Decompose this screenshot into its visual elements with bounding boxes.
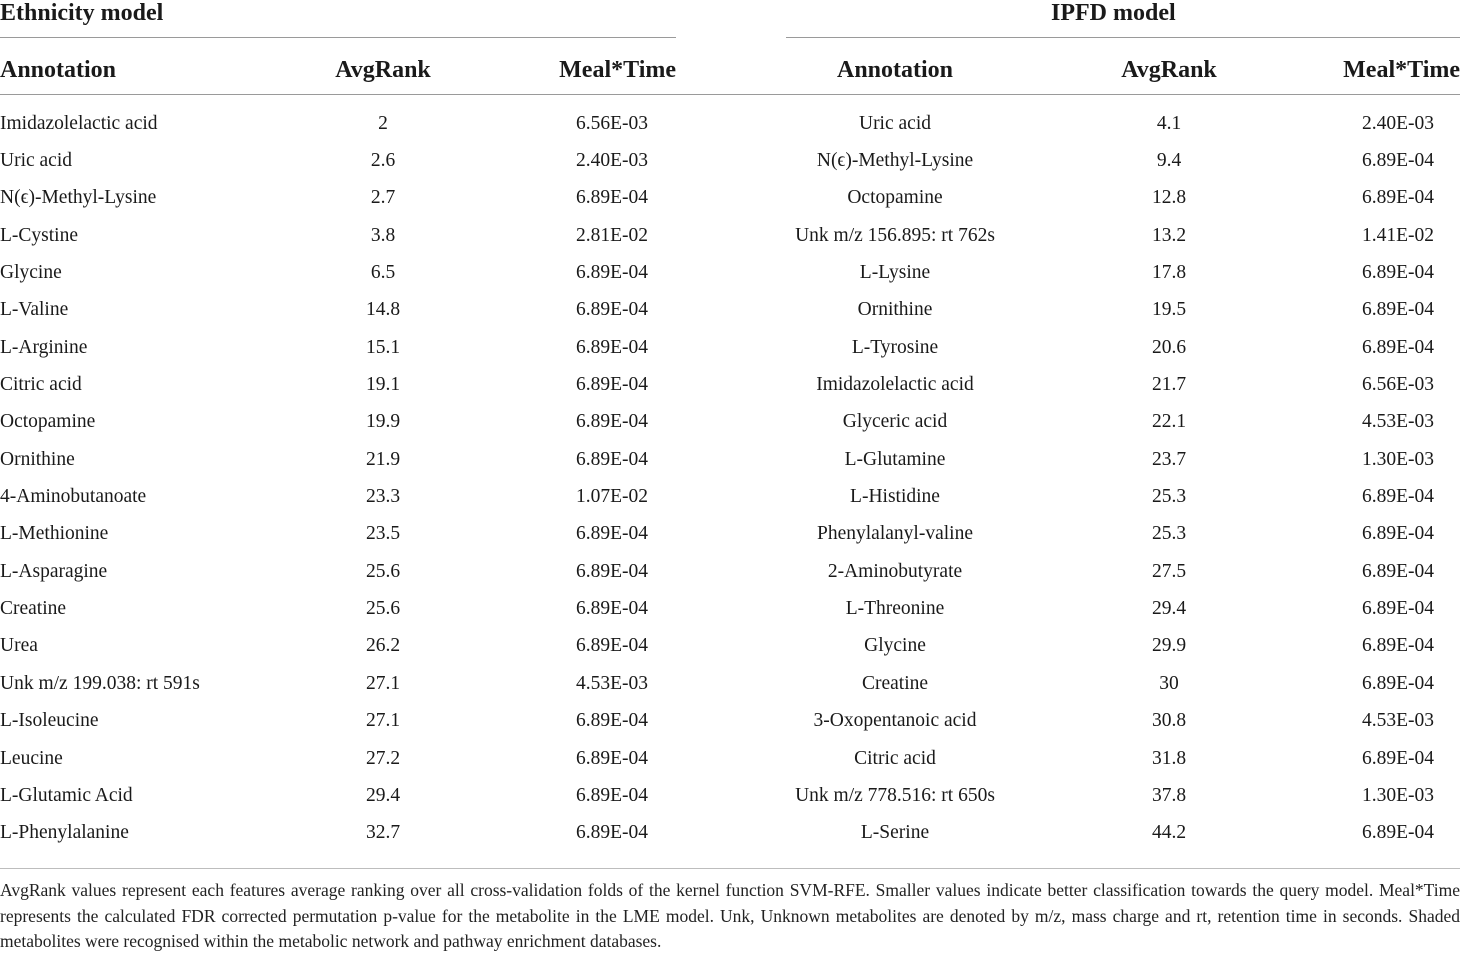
- annotation-cell: Phenylalanyl-valine: [817, 523, 973, 545]
- annotation-cell: N(ϵ)-Methyl-Lysine: [0, 187, 157, 209]
- meal-time-cell: 6.89E-04: [1361, 187, 1434, 209]
- annotation-cell: Glycine: [0, 262, 62, 284]
- table-row: [0, 441, 676, 478]
- table-bottom-rule: [0, 868, 1460, 869]
- avgrank-cell: 2: [378, 112, 388, 134]
- table-row: [0, 590, 676, 627]
- annotation-cell: Uric acid: [858, 112, 931, 134]
- table-row: [0, 703, 676, 740]
- avgrank-cell: 23.7: [1151, 448, 1187, 470]
- annotation-cell: L-Glutamic Acid: [0, 784, 133, 806]
- annotation-cell: Unk m/z 199.038: rt 591s: [0, 672, 200, 694]
- meal-time-cell: 6.89E-04: [575, 336, 648, 358]
- meal-time-cell: 6.89E-04: [575, 560, 648, 582]
- annotation-cell: L-Glutamine: [844, 448, 946, 470]
- table-row: [0, 142, 676, 179]
- meal-time-cell: 6.89E-04: [1361, 598, 1434, 620]
- meal-time-cell: 6.89E-04: [1361, 336, 1434, 358]
- avgrank-cell: 30.8: [1151, 710, 1187, 732]
- table-row: [786, 478, 1460, 515]
- table-row: [0, 217, 676, 254]
- table-row: [0, 815, 676, 852]
- table-header-row: [786, 49, 1460, 92]
- meal-time-cell: 4.53E-03: [1361, 710, 1434, 732]
- meal-time-cell: 6.89E-04: [575, 262, 648, 284]
- meal-time-cell: 6.89E-04: [1361, 150, 1434, 172]
- table-row: [786, 665, 1460, 702]
- annotation-cell: Octopamine: [0, 411, 96, 433]
- table-row: [0, 404, 676, 441]
- avgrank-cell: 12.8: [1151, 187, 1187, 209]
- avgrank-cell: 31.8: [1151, 747, 1187, 769]
- avgrank-cell: 20.6: [1151, 336, 1187, 358]
- table-row: [786, 366, 1460, 403]
- avgrank-cell: 2.6: [370, 150, 396, 172]
- avgrank-cell: 25.6: [365, 560, 401, 582]
- annotation-cell: L-Lysine: [859, 262, 931, 284]
- avgrank-cell: 27.1: [365, 672, 401, 694]
- annotation-cell: L-Asparagine: [0, 560, 108, 582]
- meal-time-cell: 6.89E-04: [1361, 560, 1434, 582]
- annotation-cell: L-Tyrosine: [851, 336, 939, 358]
- annotation-cell: Leucine: [0, 747, 63, 769]
- avgrank-cell: 4.1: [1156, 112, 1182, 134]
- avgrank-cell: 3.8: [370, 224, 396, 246]
- avgrank-cell: 17.8: [1151, 262, 1187, 284]
- ipfd-model-table: [786, 49, 1460, 852]
- table-row: [0, 516, 676, 553]
- table-row: [786, 142, 1460, 179]
- avgrank-cell: 21.7: [1151, 374, 1187, 396]
- annotation-cell: L-Methionine: [0, 523, 109, 545]
- annotation-cell: Imidazolelactic acid: [0, 112, 158, 134]
- meal-time-cell: 6.89E-04: [1361, 822, 1434, 844]
- meal-time-cell: 6.89E-04: [575, 411, 648, 433]
- avgrank-cell: 19.5: [1151, 299, 1187, 321]
- table-row: [0, 92, 676, 142]
- meal-time-cell: 6.56E-03: [575, 112, 648, 134]
- annotation-cell: L-Threonine: [845, 598, 945, 620]
- table-row: [786, 703, 1460, 740]
- left-title-rule: [0, 37, 676, 38]
- avgrank-cell: 6.5: [370, 262, 396, 284]
- annotation-cell: Urea: [0, 635, 38, 657]
- avgrank-cell: 14.8: [365, 299, 401, 321]
- avgrank-cell: 27.5: [1151, 560, 1187, 582]
- avgrank-cell: 44.2: [1151, 822, 1187, 844]
- annotation-cell: L-Phenylalanine: [0, 822, 129, 844]
- ethnicity-model-table: [0, 49, 676, 852]
- table-body: [0, 92, 676, 852]
- annotation-cell: Glyceric acid: [842, 411, 948, 433]
- table-row: [786, 292, 1460, 329]
- avgrank-cell: 25.3: [1151, 523, 1187, 545]
- avgrank-cell: 21.9: [365, 448, 401, 470]
- avgrank-cell: 22.1: [1151, 411, 1187, 433]
- avgrank-cell: 19.9: [365, 411, 401, 433]
- avgrank-cell: 29.4: [365, 784, 401, 806]
- avgrank-cell: 23.5: [365, 523, 401, 545]
- annotation-cell: Imidazolelactic acid: [816, 374, 974, 396]
- table-row: [786, 815, 1460, 852]
- table-row: [0, 478, 676, 515]
- meal-time-cell: 6.89E-04: [1361, 262, 1434, 284]
- annotation-cell: 2-Aminobutyrate: [827, 560, 963, 582]
- table-row: [0, 254, 676, 291]
- column-header-meal-time: Meal*Time: [1343, 57, 1460, 83]
- table-row: [786, 777, 1460, 814]
- meal-time-cell: 1.41E-02: [1361, 224, 1434, 246]
- avgrank-cell: 15.1: [365, 336, 401, 358]
- meal-time-cell: 1.30E-03: [1361, 448, 1434, 470]
- avgrank-cell: 25.3: [1151, 486, 1187, 508]
- table-row: [786, 329, 1460, 366]
- table-row: [786, 590, 1460, 627]
- avgrank-cell: 27.2: [365, 747, 401, 769]
- meal-time-cell: 6.89E-04: [575, 784, 648, 806]
- table-row: [0, 292, 676, 329]
- table-row: [786, 553, 1460, 590]
- annotation-cell: Creatine: [861, 672, 929, 694]
- avgrank-cell: 30: [1159, 672, 1179, 694]
- meal-time-cell: 6.89E-04: [575, 710, 648, 732]
- ethnicity-model-title: Ethnicity model: [0, 0, 164, 26]
- table-row: [0, 740, 676, 777]
- meal-time-cell: 6.89E-04: [575, 374, 648, 396]
- table-row: [0, 366, 676, 403]
- annotation-cell: Unk m/z 778.516: rt 650s: [795, 784, 995, 806]
- meal-time-cell: 6.89E-04: [575, 635, 648, 657]
- column-header-meal-time: Meal*Time: [559, 57, 676, 83]
- avgrank-cell: 32.7: [365, 822, 401, 844]
- table-body: [786, 92, 1460, 852]
- avgrank-cell: 25.6: [365, 598, 401, 620]
- table-row: [0, 665, 676, 702]
- annotation-cell: Glycine: [864, 635, 926, 657]
- annotation-cell: L-Histidine: [850, 486, 940, 508]
- annotation-cell: L-Arginine: [0, 336, 88, 358]
- annotation-cell: 4-Aminobutanoate: [0, 486, 147, 508]
- meal-time-cell: 6.89E-04: [575, 448, 648, 470]
- meal-time-cell: 2.40E-03: [1361, 112, 1434, 134]
- meal-time-cell: 6.89E-04: [575, 747, 648, 769]
- annotation-cell: N(ϵ)-Methyl-Lysine: [816, 150, 974, 172]
- annotation-cell: L-Isoleucine: [0, 710, 99, 732]
- annotation-cell: Unk m/z 156.895: rt 762s: [795, 224, 995, 246]
- annotation-cell: L-Valine: [0, 299, 69, 321]
- meal-time-cell: 1.30E-03: [1361, 784, 1434, 806]
- table-row: [786, 217, 1460, 254]
- table-row: [786, 441, 1460, 478]
- avgrank-cell: 19.1: [365, 374, 401, 396]
- table-row: [786, 516, 1460, 553]
- meal-time-cell: 6.89E-04: [575, 523, 648, 545]
- meal-time-cell: 6.89E-04: [1361, 299, 1434, 321]
- annotation-cell: L-Cystine: [0, 224, 78, 246]
- annotation-cell: 3-Oxopentanoic acid: [813, 710, 977, 732]
- meal-time-cell: 6.89E-04: [575, 598, 648, 620]
- meal-time-cell: 1.07E-02: [575, 486, 648, 508]
- table-row: [0, 628, 676, 665]
- table-row: [786, 404, 1460, 441]
- meal-time-cell: 4.53E-03: [1361, 411, 1434, 433]
- meal-time-cell: 6.89E-04: [1361, 486, 1434, 508]
- avgrank-cell: 37.8: [1151, 784, 1187, 806]
- column-header-annotation: Annotation: [0, 57, 117, 83]
- avgrank-cell: 29.4: [1151, 598, 1187, 620]
- annotation-cell: Creatine: [0, 598, 67, 620]
- avgrank-cell: 26.2: [365, 635, 401, 657]
- meal-time-cell: 6.89E-04: [1361, 635, 1434, 657]
- annotation-cell: Octopamine: [847, 187, 943, 209]
- avgrank-cell: 23.3: [365, 486, 401, 508]
- annotation-cell: Ornithine: [0, 448, 75, 470]
- table-row: [786, 628, 1460, 665]
- meal-time-cell: 6.89E-04: [1361, 747, 1434, 769]
- ipfd-model-title: IPFD model: [1051, 0, 1176, 26]
- meal-time-cell: 6.89E-04: [575, 822, 648, 844]
- meal-time-cell: 2.40E-03: [575, 150, 648, 172]
- meal-time-cell: 6.56E-03: [1361, 374, 1434, 396]
- column-header-annotation: Annotation: [836, 57, 954, 83]
- meal-time-cell: 6.89E-04: [1361, 672, 1434, 694]
- meal-time-cell: 6.89E-04: [575, 299, 648, 321]
- meal-time-cell: 6.89E-04: [1361, 523, 1434, 545]
- meal-time-cell: 2.81E-02: [575, 224, 648, 246]
- table-row: [0, 329, 676, 366]
- avgrank-cell: 29.9: [1151, 635, 1187, 657]
- column-header-avgrank: AvgRank: [335, 57, 431, 83]
- right-title-rule: [786, 37, 1460, 38]
- annotation-cell: L-Serine: [860, 822, 930, 844]
- meal-time-cell: 4.53E-03: [575, 672, 648, 694]
- annotation-cell: Ornithine: [857, 299, 933, 321]
- table-header-row: [0, 49, 676, 92]
- table-row: [786, 740, 1460, 777]
- table-footnote: AvgRank values represent each features average ranking over all cross-validation folds of the kernel function SVM-RFE. Smaller values indicate better classification towards the query model. Meal*Time represents the calculated FDR corrected permutation p-value for the metabolite in the LME model. Unk, Unknown metabolites are denoted by m/z, mass charge and rt, retention time in seconds. Shaded metabolites were recognised within the metabolic network and pathway enrichment databases.: [0, 880, 1460, 951]
- annotation-cell: Citric acid: [0, 374, 82, 396]
- annotation-cell: Citric acid: [854, 747, 936, 769]
- table-row: [0, 553, 676, 590]
- column-header-avgrank: AvgRank: [1121, 57, 1217, 83]
- avgrank-cell: 2.7: [370, 187, 396, 209]
- meal-time-cell: 6.89E-04: [575, 187, 648, 209]
- table-row: [786, 92, 1460, 142]
- table-row: [786, 254, 1460, 291]
- avgrank-cell: 27.1: [365, 710, 401, 732]
- table-row: [786, 180, 1460, 217]
- annotation-cell: Uric acid: [0, 150, 73, 172]
- avgrank-cell: 13.2: [1151, 224, 1187, 246]
- table-row: [0, 777, 676, 814]
- avgrank-cell: 9.4: [1156, 150, 1182, 172]
- table-row: [0, 180, 676, 217]
